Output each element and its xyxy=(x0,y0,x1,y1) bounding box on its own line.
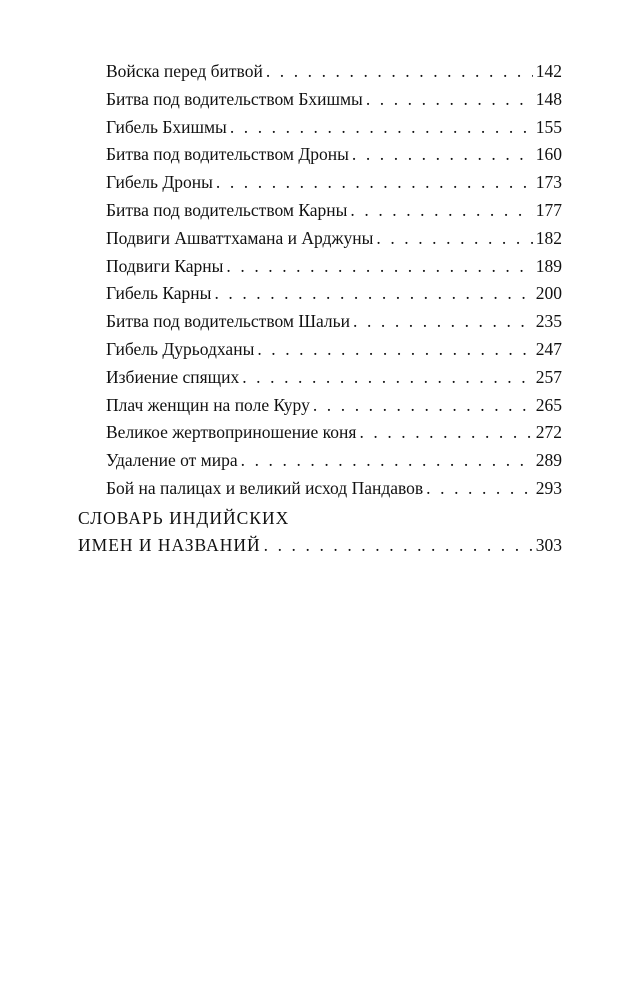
toc-leader-dots xyxy=(226,256,532,277)
toc-leader-dots xyxy=(230,117,533,138)
toc-entry xyxy=(78,367,562,395)
toc-leader-dots xyxy=(266,61,533,82)
toc-entry xyxy=(78,311,562,339)
toc-entry-page: 189 xyxy=(535,255,562,276)
toc-leader-dots xyxy=(313,395,533,416)
toc-entry xyxy=(78,200,562,228)
toc-entry-title: Гибель Дроны xyxy=(106,172,213,193)
toc-leader-dots xyxy=(257,339,532,360)
toc-entry-title: Бой на палицах и великий исход Пандавов xyxy=(106,477,424,498)
toc-entry xyxy=(78,61,562,89)
toc-entry xyxy=(78,478,562,506)
toc-entry-page: 293 xyxy=(535,477,562,498)
toc-entry-page: 272 xyxy=(535,422,562,443)
toc-entry-page: 289 xyxy=(535,450,562,471)
toc-entry-title: Гибель Карны xyxy=(106,283,212,304)
toc-leader-dots xyxy=(214,283,532,304)
toc-entry xyxy=(78,422,562,450)
toc-entry-page: 173 xyxy=(535,172,562,193)
toc-leader-dots xyxy=(264,535,533,556)
toc-entry-page: 142 xyxy=(535,61,562,81)
toc-leader-dots xyxy=(350,200,532,221)
toc-entry-title: Великое жертвоприношение коня xyxy=(106,422,357,443)
toc-entry-title: Войска перед битвой xyxy=(106,61,263,81)
toc-entry-page: 235 xyxy=(535,311,562,332)
toc-entry-title: Битва под водительством Карны xyxy=(106,199,348,220)
toc-entry-page: 182 xyxy=(535,227,562,248)
toc-entry xyxy=(78,89,562,117)
section-page: 303 xyxy=(535,534,562,555)
toc-entry-page: 257 xyxy=(535,366,562,387)
toc-entry-title: Подвиги Ашваттхамана и Арджуны xyxy=(106,227,374,248)
toc-leader-dots xyxy=(376,228,532,249)
toc-entry xyxy=(78,172,562,200)
toc-entry-title: Битва под водительством Дроны xyxy=(106,144,349,165)
toc-entry-page: 160 xyxy=(535,144,562,165)
toc-section-heading xyxy=(78,508,562,562)
toc-leader-dots xyxy=(353,311,533,332)
toc-entry xyxy=(78,283,562,311)
toc-leader-dots xyxy=(359,422,532,443)
toc-entry-title: Гибель Дурьодханы xyxy=(106,338,255,359)
toc-entry-page: 177 xyxy=(535,199,562,220)
toc-entry xyxy=(78,144,562,172)
toc-entry-page: 155 xyxy=(535,116,562,137)
section-title-line-1: СЛОВАРЬ ИНДИЙСКИХ xyxy=(78,507,290,528)
toc-entry xyxy=(78,256,562,284)
toc-entry-title: Подвиги Карны xyxy=(106,255,224,276)
toc-entry-page: 148 xyxy=(535,88,562,109)
toc-entry xyxy=(78,395,562,423)
toc-entry xyxy=(78,339,562,367)
toc-leader-dots xyxy=(242,367,533,388)
toc-entry-page: 200 xyxy=(535,283,562,304)
table-of-contents xyxy=(78,61,562,562)
toc-leader-dots xyxy=(216,172,533,193)
toc-entry xyxy=(78,117,562,145)
toc-entry-title: Битва под водительством Бхишмы xyxy=(106,88,363,109)
toc-leader-dots xyxy=(241,450,533,471)
toc-entry xyxy=(78,450,562,478)
toc-entry-page: 265 xyxy=(535,394,562,415)
toc-leader-dots xyxy=(426,478,533,499)
toc-leader-dots xyxy=(366,89,533,110)
toc-entry-title: Удаление от мира xyxy=(106,450,238,471)
toc-entry-title: Гибель Бхишмы xyxy=(106,116,227,137)
toc-entry-title: Плач женщин на поле Куру xyxy=(106,394,310,415)
toc-entry-title: Избиение спящих xyxy=(106,366,240,387)
toc-entry-page: 247 xyxy=(535,338,562,359)
toc-entry-title: Битва под водительством Шальи xyxy=(106,311,350,332)
toc-leader-dots xyxy=(352,144,533,165)
section-title-line-2: ИМЕН И НАЗВАНИЙ xyxy=(78,534,261,555)
toc-entry xyxy=(78,228,562,256)
